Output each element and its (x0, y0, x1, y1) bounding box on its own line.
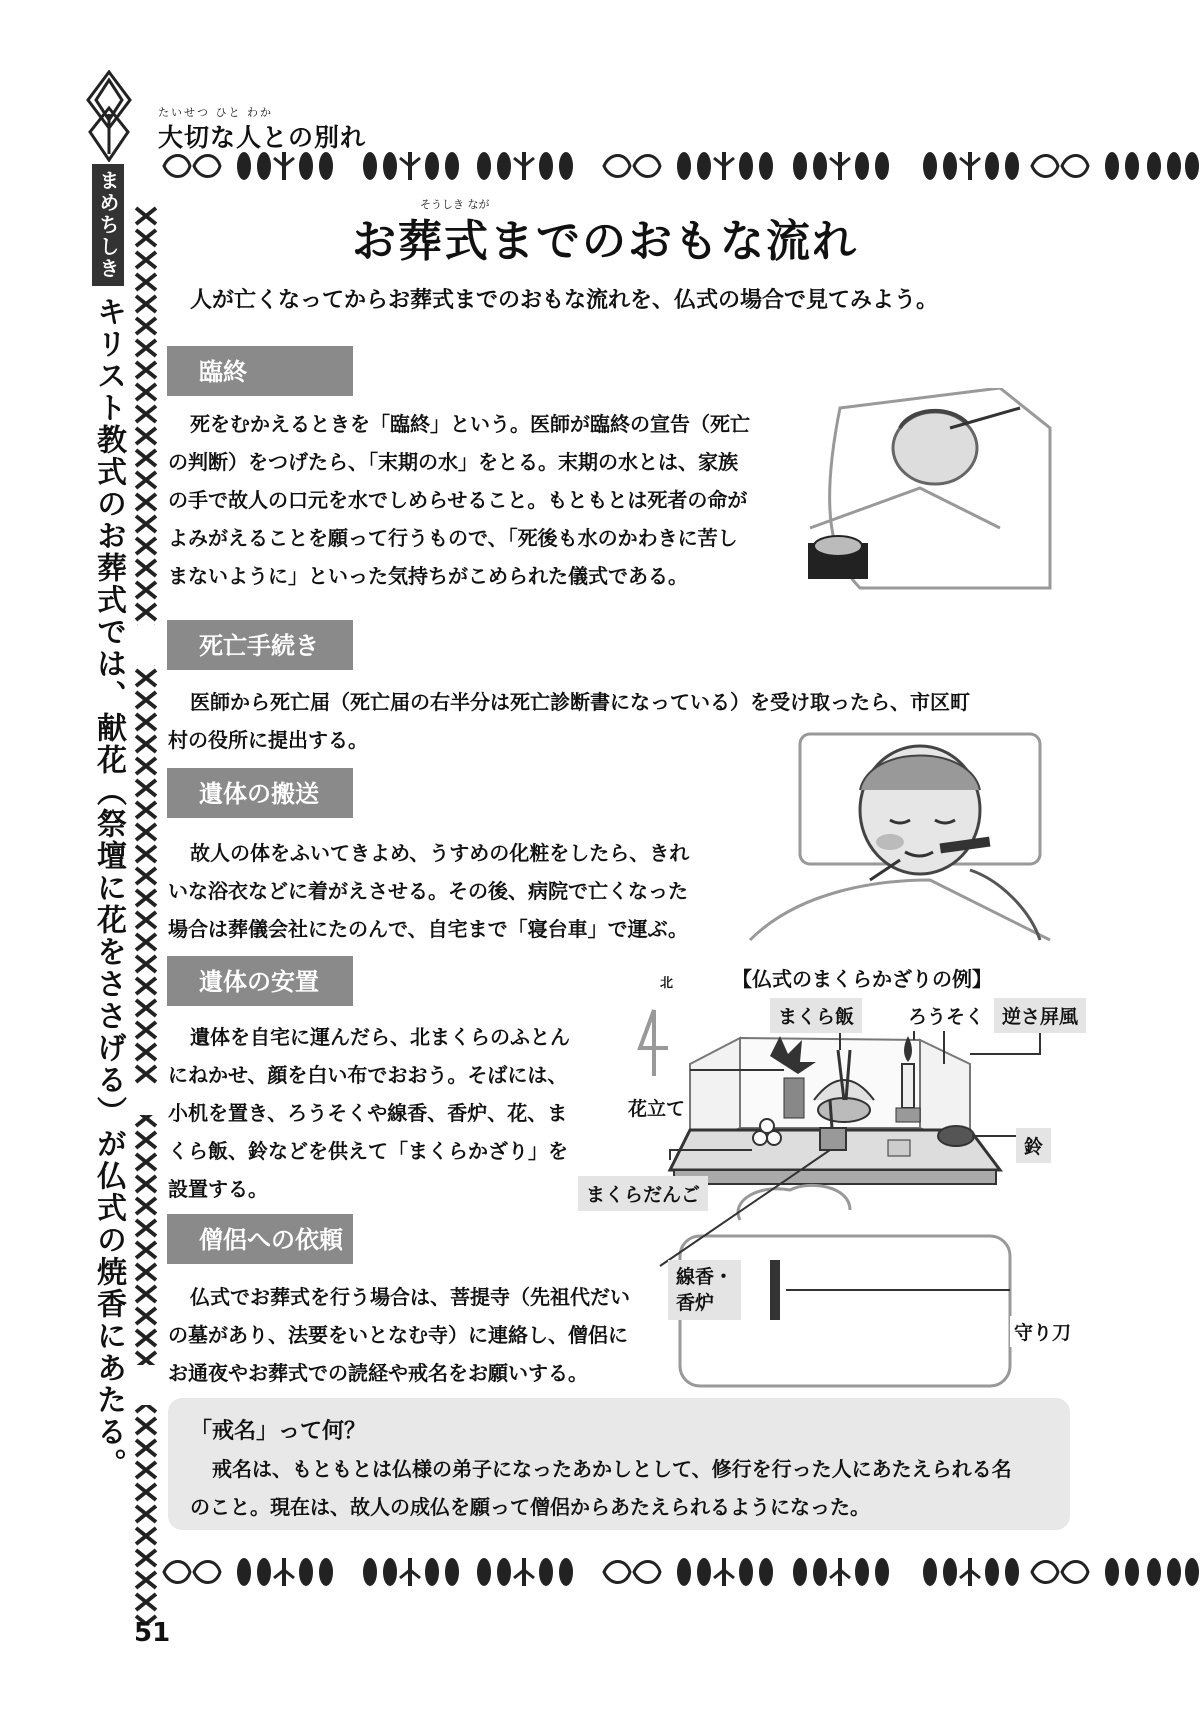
label-senkou: 線香・ (676, 1266, 734, 1288)
text-line: 遺体を自宅に運んだら、北まくらのふとん (190, 1025, 570, 1049)
chapter-title: 大切な人との別れ (158, 123, 367, 152)
top-ornament-band (160, 148, 1200, 184)
text-line: いな浴衣などに着がえさせる。その後、病院で亡くなった (168, 879, 688, 903)
note-title: 「戒名」って何？ (190, 1419, 367, 1444)
diagram-caption: 【仏式のまくらかざりの例】 (732, 967, 992, 991)
section-heading-souryo: 僧侶への依頼 (167, 1214, 353, 1264)
main-title-ruby: そうしき なが (420, 198, 490, 211)
section-body-souryo (168, 1278, 630, 1392)
section-heading-rinjuu: 臨終 (167, 346, 353, 396)
text-line: のこと。現在は、故人の成仏を願って僧侶からあたえられるようになった。 (190, 1495, 870, 1519)
label-rousoku: ろうそく (904, 1000, 988, 1031)
text-line: 戒名は、もともとは仏様の弟子になったあかしとして、修行を行った人にあたえられる名 (212, 1457, 1012, 1481)
main-title: お葬式までのおもな流れ (352, 216, 858, 267)
text-line: の手で故人の口元を水でしめらせること。もともとは死者の命が (168, 488, 748, 512)
text-line: にねかせ、顔を白い布でおおう。そばには、 (168, 1063, 568, 1087)
section-body-anchi (168, 1018, 570, 1208)
note-body (190, 1450, 1060, 1526)
label-makura-meshi: まくら飯 (770, 998, 862, 1033)
mamechishiki-label: まめちしき (92, 164, 124, 286)
label-mamorigatana: 守り刀 (1010, 1316, 1075, 1347)
label-kouro: 香炉 (676, 1292, 715, 1314)
chapter-title-ruby: たいせつ ひと わか (158, 106, 273, 119)
text-line: 村の役所に提出する。 (168, 728, 368, 752)
label-hanatate: 花立て (624, 1092, 689, 1123)
text-line: まないように」といった気持ちがこめられた儀式である。 (168, 564, 688, 588)
section-heading-shibou-tetsuzuki: 死亡手続き (167, 620, 353, 670)
text-line: 小机を置き、ろうそくや線香、香炉、花、ま (168, 1101, 568, 1125)
text-line: 医師から死亡届（死亡届の右半分は死亡診断書になっている）を受け取ったら、市区町 (190, 690, 970, 714)
text-line: 死をむかえるときを「臨終」という。医師が臨終の宣告（死亡 (190, 412, 750, 436)
section-body-rinjuu (168, 405, 750, 595)
intro-text: 人が亡くなってからお葬式までのおもな流れを、仏式の場合で見てみよう。 (190, 288, 939, 313)
label-makura-dango: まくらだんご (578, 1176, 708, 1211)
text-line: 故人の体をふいてきよめ、うすめの化粧をしたら、きれ (190, 841, 690, 865)
text-line: 設置する。 (168, 1177, 268, 1201)
text-line: 仏式でお葬式を行う場合は、菩提寺（先祖代だい (190, 1285, 630, 1309)
section-heading-hansou: 遺体の搬送 (167, 768, 353, 818)
page-number: 51 (134, 1618, 171, 1648)
text-line: くら飯、鈴などを供えて「まくらかざり」を (168, 1139, 568, 1163)
header-ornament-icon (84, 70, 134, 162)
keshou-illustration (740, 730, 1060, 950)
section-heading-anchi: 遺体の安置 (167, 956, 353, 1006)
label-rin: 鈴 (1016, 1128, 1051, 1163)
text-line: 場合は葬儀会社にたのんで、自宅まで「寝台車」で運ぶ。 (168, 917, 688, 941)
left-zigzag-border (133, 205, 159, 1645)
bottom-ornament-band (160, 1554, 1200, 1590)
text-line: の墓があり、法要をいとなむ寺）に連絡し、僧侶に (168, 1323, 628, 1347)
label-sakasa-byoubu: 逆さ屏風 (994, 998, 1086, 1033)
north-label: 北 (660, 976, 674, 991)
text-line: の判断）をつげたら、「末期の水」をとる。末期の水とは、家族 (168, 450, 738, 474)
label-senkou-kouro (668, 1260, 741, 1320)
makki-no-mizu-illustration (800, 388, 1060, 598)
section-body-hansou (168, 834, 689, 948)
text-line: お通夜やお葬式での読経や戒名をお願いする。 (168, 1361, 588, 1385)
sidebar-vertical-note: キリスト教式のお葬式では、献花（祭壇に花をささげる）が仏式の焼香にあたる。 (91, 296, 126, 1480)
text-line: よみがえることを願って行うもので、「死後も水のかわきに苦し (168, 526, 738, 550)
